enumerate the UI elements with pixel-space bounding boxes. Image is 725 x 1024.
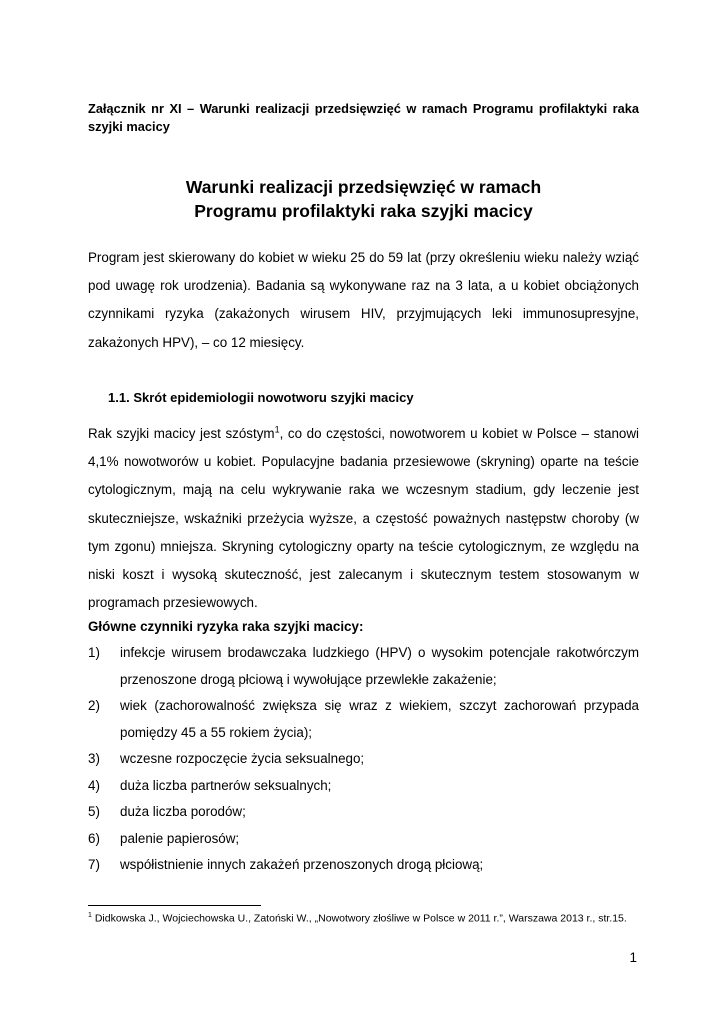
main-title-line-2: Programu profilaktyki raka szyjki macicy [194,201,533,221]
list-item-number: 5) [88,804,100,819]
epidemiology-text-rest: , co do częstości, nowotworem u kobiet w Polsce – stanowi 4,1% nowotworów u kobiet. Populacyjne badania przesiewowe (skryning) oparte na teście cytologicznym, mają na celu wykrywanie raka we wczesnym stadium, gdy leczenie jest skuteczniejsze, wskaźniki przeżycia wyższe, a częstość poważnych następstw choroby (w tym zgonu) mniejsza. Skryning cytologiczny oparty na teście cytologicznym, ze względu na niski koszt i wysoką skuteczność, jest zalecanym i skutecznym testem stosowanym w programach przesiewowych. [88,426,639,611]
list-item-number: 7) [88,857,100,872]
epidemiology-paragraph [88,420,639,617]
list-item [88,693,639,746]
footnote-marker: 1 [88,912,92,919]
main-title-line-1: Warunki realizacji przedsięwzięć w ramach [185,177,542,197]
page-number: 1 [629,950,637,965]
list-item [88,746,639,773]
footnote-divider [88,905,261,906]
list-item [88,799,639,826]
list-item-number: 1) [88,645,100,660]
risk-factors-list [88,640,639,879]
list-item-number: 3) [88,751,100,766]
footnote-reference[interactable]: 1 [274,424,280,435]
intro-paragraph: Program jest skierowany do kobiet w wieku 25 do 59 lat (przy określeniu wieku należy wziąć pod uwagę rok urodzenia). Badania są wykonywane raz na 3 lata, a u kobiet obciążonych czynnikami ryzyka (zakażonych wirusem HIV, przyjmujących leki immunosupresyjne, zakażonych HPV), – co 12 miesięcy. [88,250,639,350]
list-item-text: współistnienie innych zakażeń przenoszonych drogą płciową; [120,857,484,872]
list-item-text: duża liczba porodów; [120,804,246,819]
list-item [88,826,639,853]
document-page [88,0,639,1024]
footnote-text: Didkowska J., Wojciechowska U., Zatoński W., „Nowotwory złośliwe w Polsce w 2011 r.”, Warszawa 2013 r., str.15. [91,912,627,925]
list-item-number: 2) [88,698,100,713]
list-item-number: 4) [88,777,100,793]
section-heading [108,388,414,408]
list-item-text: wiek (zachorowalność zwiększa się wraz z wiekiem, szczyt zachorowań przypada pomiędzy 45 a 55 rokiem życia); [120,698,639,740]
list-item [88,640,639,693]
list-item-text: wczesne rozpoczęcie życia seksualnego; [120,751,365,766]
list-item-text: duża liczba partnerów seksualnych; [120,777,332,793]
list-item-number: 6) [88,830,100,846]
footnote [88,909,639,926]
annex-title: Załącznik nr XI – Warunki realizacji przedsięwzięć w ramach Programu profilaktyki raka szyjki macicy [88,101,639,134]
list-item [88,773,639,800]
risk-factors-heading: Główne czynniki ryzyka raka szyjki macicy: [88,619,364,634]
list-item-text: palenie papierosów; [120,830,240,846]
section-number: 1.1. [108,390,130,405]
section-title: Skrót epidemiologii nowotworu szyjki macicy [133,390,414,405]
list-item [88,852,639,879]
epidemiology-text-start: Rak szyjki macicy jest szóstym [88,426,275,441]
main-title [88,175,639,223]
list-item-text: infekcje wirusem brodawczaka ludzkiego (HPV) o wysokim potencjale rakotwórczym przenoszone drogą płciową i wywołujące przewlekłe zakażenie; [120,645,639,687]
